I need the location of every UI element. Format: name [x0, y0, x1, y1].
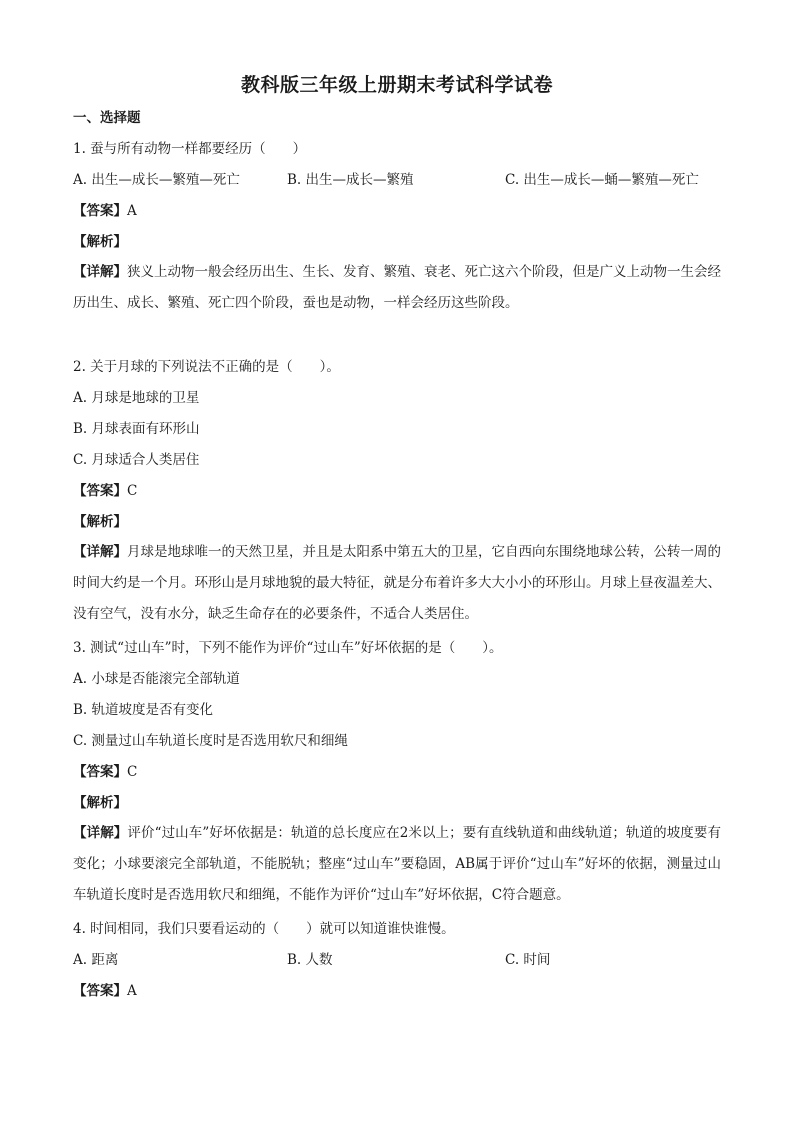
answer-label: 【答案】 — [73, 483, 127, 499]
detail-text: 月球是地球唯一的天然卫星，并且是太阳系中第五大的卫星，它自西向东围绕地球公转，公转一周的时间大约是一个月。环形山是月球地貌的最大特征，就是分布着许多大大小小的环形山。月球上昼夜温差大、没有空气，没有水分，缺乏生命存在的必要条件，不适合人类居住。 — [73, 544, 721, 622]
question-3-detail — [73, 818, 721, 911]
question-3-answer — [73, 762, 137, 782]
answer-label: 【答案】 — [73, 203, 127, 219]
answer-value: C — [127, 483, 138, 499]
question-1-option-a: A. 出生—成长—繁殖—死亡 — [73, 172, 240, 188]
question-1-answer — [73, 201, 137, 221]
question-4-option-a: A. 距离 — [73, 952, 119, 968]
answer-value: A — [127, 203, 137, 219]
answer-value: C — [127, 764, 138, 780]
question-2-analysis-label: 【解析】 — [73, 514, 127, 530]
question-2-option-b: B. 月球表面有环形山 — [73, 421, 200, 437]
question-1-analysis-label: 【解析】 — [73, 234, 127, 250]
question-3-option-a: A. 小球是否能滚完全部轨道 — [73, 671, 240, 687]
detail-text: 评价“过山车”好坏依据是：轨道的总长度应在2米以上；要有直线轨道和曲线轨道；轨道的坡度要有变化；小球要滚完全部轨道，不能脱轨；整座“过山车”要稳固，AB属于评价“过山车”好坏的依据，测量过山车轨道长度时是否选用软尺和细绳，不能作为评价“过山车”好坏依据，C符合题意。 — [73, 825, 721, 903]
page-title: 教科版三年级上册期末考试科学试卷 — [240, 74, 553, 96]
answer-label: 【答案】 — [73, 983, 127, 999]
question-1-option-b: B. 出生—成长—繁殖 — [287, 172, 414, 188]
answer-value: A — [127, 983, 137, 999]
question-3-analysis-label: 【解析】 — [73, 795, 127, 811]
detail-text: 狭义上动物一般会经历出生、生长、发育、繁殖、衰老、死亡这六个阶段，但是广义上动物一生会经历出生、成长、繁殖、死亡四个阶段，蚕也是动物，一样会经历这些阶段。 — [73, 264, 721, 311]
detail-label: 【详解】 — [73, 825, 128, 841]
detail-label: 【详解】 — [73, 544, 127, 560]
question-2-option-a: A. 月球是地球的卫星 — [73, 390, 200, 406]
question-1-option-c: C. 出生—成长—蛹—繁殖—死亡 — [505, 172, 699, 188]
question-2-option-c: C. 月球适合人类居住 — [73, 452, 200, 468]
question-1-stem: 1. 蚕与所有动物一样都要经历（ ） — [73, 141, 307, 157]
question-3-option-b: B. 轨道坡度是否有变化 — [73, 702, 214, 718]
question-4-answer — [73, 981, 137, 1001]
question-4-stem: 4. 时间相同，我们只要看运动的（ ）就可以知道谁快谁慢。 — [73, 921, 455, 937]
question-2-answer — [73, 481, 137, 501]
question-4-option-c: C. 时间 — [505, 952, 551, 968]
question-3-option-c: C. 测量过山车轨道长度时是否选用软尺和细绳 — [73, 733, 348, 749]
question-2-stem: 2. 关于月球的下列说法不正确的是（ ）。 — [73, 359, 340, 375]
question-4-option-b: B. 人数 — [287, 952, 333, 968]
detail-label: 【详解】 — [73, 264, 127, 280]
question-3-stem: 3. 测试“过山车”时，下列不能作为评价“过山车”好坏依据的是（ ）。 — [73, 640, 503, 656]
answer-label: 【答案】 — [73, 764, 127, 780]
section-heading: 一、选择题 — [73, 110, 141, 126]
question-1-detail — [73, 257, 721, 319]
question-2-detail — [73, 537, 721, 630]
